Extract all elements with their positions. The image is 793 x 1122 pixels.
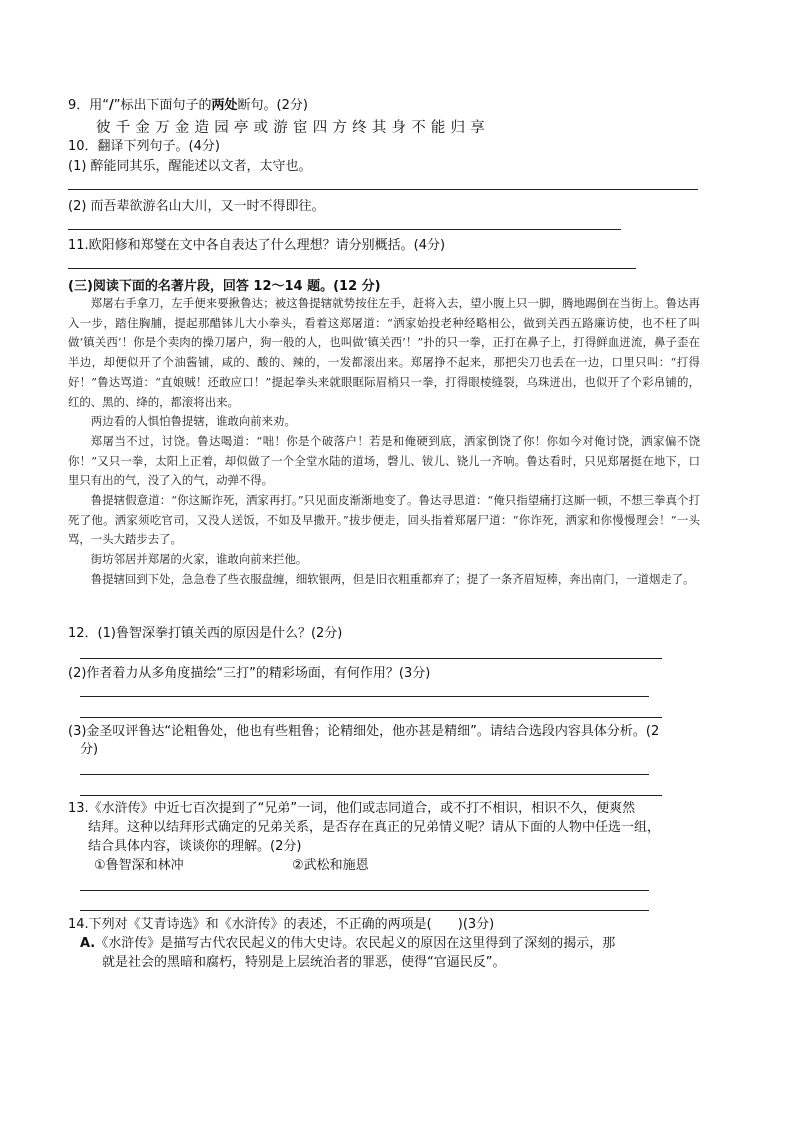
- q13-line-2: 结拜。这种以结拜形式确定的兄弟关系，是否存在真正的兄弟情义呢？请从下面的人物中任选一组，: [88, 820, 661, 835]
- answer-line[interactable]: [80, 890, 649, 891]
- emphasis-text: 两处: [211, 98, 238, 113]
- passage: [68, 294, 700, 590]
- passage-paragraph: 鲁提辖假意道：“你这厮诈死，洒家再打。”只见面皮渐渐地变了。鲁达寻思道：“俺只指望痛打这厮一顿，不想三拳真个打死了他。洒家须吃官司，又没人送饭，不如及早撒开。”拔步便走，回头指着郑屠尸道：“你诈死，洒家和你慢慢理会！”一头骂，一头大踏步去了。: [68, 493, 700, 547]
- q14-option-a-cont: 就是社会的黑暗和腐朽，特别是上层统治者的罪恶，使得“官逼民反”。: [102, 955, 506, 970]
- passage-paragraph: 郑屠当不过，讨饶。鲁达喝道：“咄！你是个破落户！若是和俺硬到底，洒家倒饶了你！你如今对俺讨饶，洒家偏不饶你！”又只一拳，太阳上正着，却似做了一个全堂水陆的道场，磬儿、钹儿、铙儿一齐响。鲁达看时，只见郑屠挺在地下，口里只有出的气，没了入的气，动弹不得。: [68, 433, 700, 488]
- q13-line-1: 13.《水浒传》中近七百次提到了“兄弟”一词，他们或志同道合，或不打不相识，相识不久，便爽然: [68, 801, 636, 816]
- q13-line-3: 结合具体内容，谈谈你的理解。(2分): [88, 839, 302, 854]
- q12-part1: 12．(1)鲁智深拳打镇关西的原因是什么？(2分): [68, 626, 343, 641]
- answer-line[interactable]: [68, 189, 698, 190]
- q13-option-2: ②武松和施恩: [292, 858, 369, 873]
- answer-line[interactable]: [80, 717, 662, 718]
- section-title: (三)阅读下面的名著片段，回答 12～14 题。(12 分): [68, 279, 381, 294]
- answer-line[interactable]: [80, 774, 649, 775]
- passage-paragraph: 街坊邻居并郑屠的火家，谁敢向前来拦他。: [90, 552, 308, 567]
- q11-prompt: 11.欧阳修和郑燮在文中各自表达了什么理想？请分别概括。(4分): [68, 238, 446, 253]
- q10-sentence-2: (2) 而吾辈欲游名山大川，又一时不得即往。: [68, 199, 325, 214]
- q9-sentence: 彼千金万金造园亭或游宦四方终其身不能归享: [96, 120, 490, 136]
- answer-line[interactable]: [80, 795, 662, 796]
- passage-paragraph: 两边看的人惧怕鲁提辖，谁敢向前来劝。: [90, 414, 296, 429]
- answer-line[interactable]: [80, 696, 649, 697]
- passage-paragraph: 鲁提辖回到下处，急急卷了些衣服盘缠，细软银两，但是旧衣粗重都弃了；提了一条齐眉短棒，奔出南门，一道烟走了。: [90, 571, 695, 586]
- q10-prompt: 10．翻译下列句子。(4分): [68, 139, 220, 154]
- passage-paragraph: 郑屠右手拿刀，左手便来要揪鲁达；被这鲁提辖就势按住左手，赶将入去，望小腹上只一脚，腾地踢倒在当街上。鲁达再入一步，踏住胸脯，提起那醋钵儿大小拳头，看着这郑屠道：“洒家始投老种经略相公，做到关西五路廉访使，也不枉了叫做‘镇关西’！你是个卖肉的操刀屠户，狗一般的人，也叫做‘镇关西’！”扑的只一拳，正打在鼻子上，打得鲜血迸流，鼻子歪在半边，却便似开了个油酱铺，咸的、酸的、辣的，一发都滚出来。郑屠挣不起来，那把尖刀也丢在一边，口里只叫：“打得好！”鲁达骂道：“直娘贼！还敢应口！”提起拳头来就眼眶际眉梢只一拳，打得眼棱缝裂，乌珠迸出，也似开了个彩帛铺的，红的、黑的、绛的，都滚将出来。: [68, 296, 700, 409]
- q10-sentence-1: (1) 醉能同其乐，醒能述以文者，太守也。: [68, 159, 312, 174]
- q14-option-a: A.《水浒传》是描写古代农民起义的伟大史诗。农民起义的原因在这里得到了深刻的揭示，那: [80, 936, 616, 951]
- option-a-label: A.: [80, 936, 96, 951]
- q14-prompt: 14.下列对《艾青诗选》和《水浒传》的表述，不正确的两项是( )(3分): [68, 917, 495, 932]
- answer-line[interactable]: [68, 268, 636, 269]
- answer-line[interactable]: [80, 910, 649, 911]
- slash-mark: /: [109, 98, 114, 113]
- q12-part3: (3)金圣叹评鲁达“论粗鲁处，他也有些粗鲁；论精细处，他亦甚是精细”。请结合选段内容具体分析。(2: [68, 724, 660, 739]
- q9-prompt: 9．用“/”标出下面句子的两处断句。(2分): [68, 98, 308, 113]
- answer-line[interactable]: [80, 658, 662, 659]
- q12-part2: (2)作者着力从多角度描绘“三打”的精彩场面，有何作用？(3分): [68, 666, 431, 681]
- answer-line[interactable]: [68, 229, 621, 230]
- q13-option-1: ①鲁智深和林冲: [94, 858, 184, 873]
- q12-part3-cont: 分): [80, 742, 99, 757]
